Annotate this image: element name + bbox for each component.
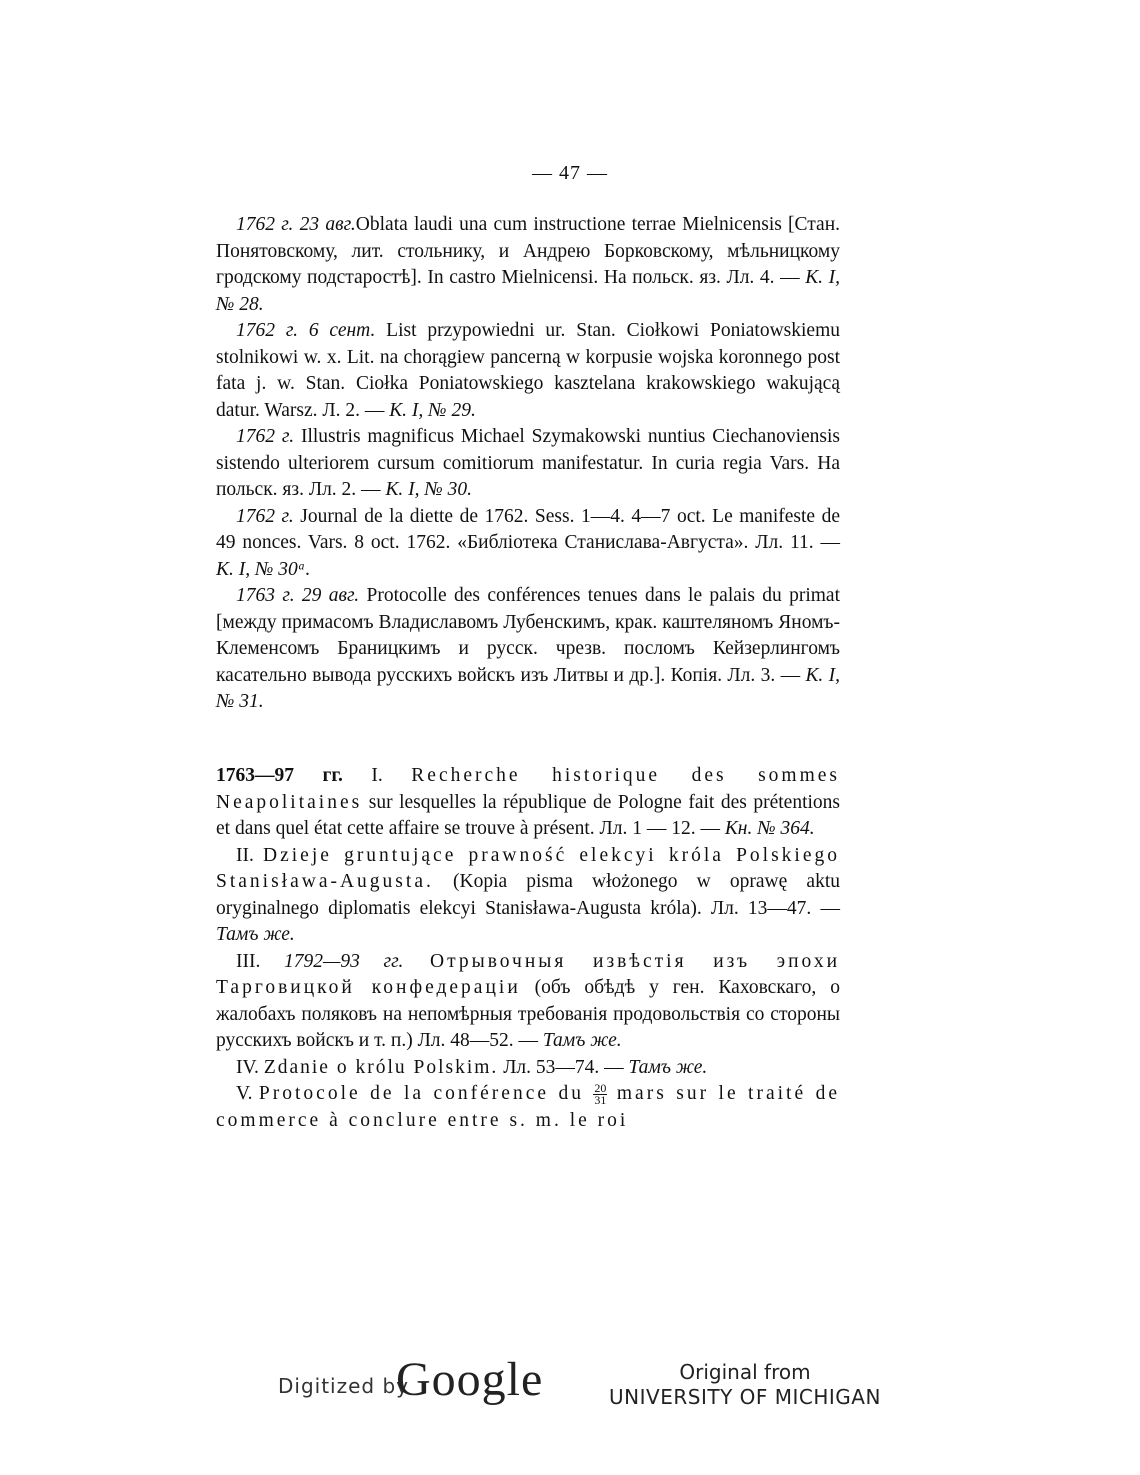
entry-text: List przypowiedni ur. Stan. Ciołkowi Poniatowskiemu stolnikowi w. x. Lit. na chorągiew pancerną w korpusie wojska koronnego post fata j. w. Stan. Ciołka Poniatowskiego kasztelana krakowskiego wakującą datur. Warsz. Л. 2. — (216, 320, 840, 421)
entry-date: 1762 г. 23 авг. (236, 214, 356, 235)
entry-reference: К. I, № 30. (385, 479, 473, 500)
section-1763-97-block (216, 763, 840, 1134)
original-source-attribution (600, 1360, 890, 1410)
item-text: (объ обѣдѣ у ген. Каховскаго, о жалобахъ поляковъ на непомѣрныя требованія продовольствія со стороны русскихъ войскъ и т. п.) Лл. 48—52. — (216, 977, 840, 1051)
item-text: Лл. 53—74. — (498, 1056, 629, 1078)
section-lead-date: 1763—97 гг. (216, 765, 343, 786)
university-name: UNIVERSITY OF MICHIGAN (609, 1385, 881, 1409)
digitized-by-label: Digitized by (278, 1374, 409, 1398)
item-reference: Тамъ же. (216, 924, 295, 945)
entry-date: 1762 г. 6 сент. (236, 320, 376, 341)
item-date: 1792—93 гг. (284, 950, 404, 972)
item-reference: Тамъ же. (628, 1056, 708, 1078)
google-logo: Google (396, 1353, 544, 1406)
entry-1 (216, 212, 840, 318)
entry-reference: К. I, № 30ᵃ. (216, 558, 311, 580)
item-number: III. (236, 950, 285, 972)
item-spaced-title: Recherche historique des sommes Neapolitaines (216, 765, 840, 813)
original-from-label: Original from (679, 1360, 811, 1384)
item-spaced-title-continued: mars sur le traité de commerce à conclure entre s. m. le roi (216, 1083, 840, 1131)
section-item-4 (216, 1055, 840, 1082)
entry-2 (216, 318, 840, 424)
entry-date: 1762 г. (236, 505, 294, 527)
entry-reference: К. I, № 31. (216, 664, 840, 712)
entry-text: Protocolle des conférences tenues dans le palais du primat [между примасомъ Владиславомъ Лубенскимъ, крак. каштеляномъ Яномъ-Клеменсомъ Браницкимъ и русск. чрезв. посломъ Кейзерлингомъ касательно вывода русскихъ войскъ изъ Литвы и др.]. Копія. Лл. 3. — (216, 585, 840, 686)
section-item-1 (216, 763, 840, 843)
entry-text: Journal de la diette de 1762. Sess. 1—4. 4—7 oct. Le manifeste de 49 nonces. Vars. 8 oct. 1762. «Библіотека Станислава-Августа». Лл. 11. — (216, 505, 841, 553)
item-spaced-title: Dzieje gruntujące prawność elekcyi króla Polskiego Stanisława-Augusta. (216, 844, 840, 892)
item-number: IV. (236, 1056, 264, 1078)
section-item-5 (216, 1081, 840, 1134)
entry-text: Oblata laudi una cum instructione terrae Mielnicensis [Стан. Понятовскому, лит. стольнику, и Андрею Борковскому, мѣльницкому гродскому подстаростѣ]. In castro Mielnicensi. На польск. яз. Лл. 4. — (216, 214, 841, 288)
entry-date: 1762 г. (236, 426, 295, 447)
entry-4 (216, 504, 840, 584)
date-fraction (593, 1083, 607, 1106)
entry-5 (216, 583, 840, 716)
fraction-denominator: 31 (594, 1093, 607, 1108)
section-item-2 (216, 843, 840, 949)
item-spaced-title: Отрывочныя извѣстія изъ эпохи Тарговицкой конфедераціи (216, 950, 841, 998)
entry-3 (216, 424, 840, 504)
item-number: V. (236, 1083, 259, 1104)
item-number: I. (342, 765, 412, 786)
item-text: (Kopia pisma włożonego w oprawę aktu oryginalnego diplomatis elekcyi Stanisława-Augusta króla). Лл. 13—47. — (216, 871, 840, 919)
item-reference: Тамъ же. (542, 1030, 622, 1051)
entry-reference: К. I, № 29. (389, 399, 476, 421)
digitized-by-google-watermark (278, 1352, 548, 1412)
entries-1762-block (216, 212, 840, 716)
item-reference: Кн. № 364. (724, 818, 815, 839)
item-text: sur lesquelles la république de Pologne fait des prétentions et dans quel état cette affaire se trouve à présent. Лл. 1 — 12. — (216, 791, 840, 839)
item-number: II. (236, 844, 264, 866)
section-item-3 (216, 949, 840, 1055)
entry-reference: К. I, № 28. (216, 267, 840, 315)
item-spaced-title: Protocole de la conférence du (258, 1083, 594, 1104)
entry-date: 1763 г. 29 авг. (236, 585, 360, 606)
fraction-numerator: 20 (594, 1081, 607, 1096)
page-number: — 47 — (532, 162, 608, 184)
item-spaced-title: Zdanie o królu Polskim. (263, 1056, 499, 1078)
entry-text: Illustris magnificus Michael Szymakowski nuntius Ciechanoviensis sistendo ulteriorem cursum comitiorum manifestatur. In curia regia Vars. На польск. яз. Лл. 2. — (216, 426, 840, 500)
